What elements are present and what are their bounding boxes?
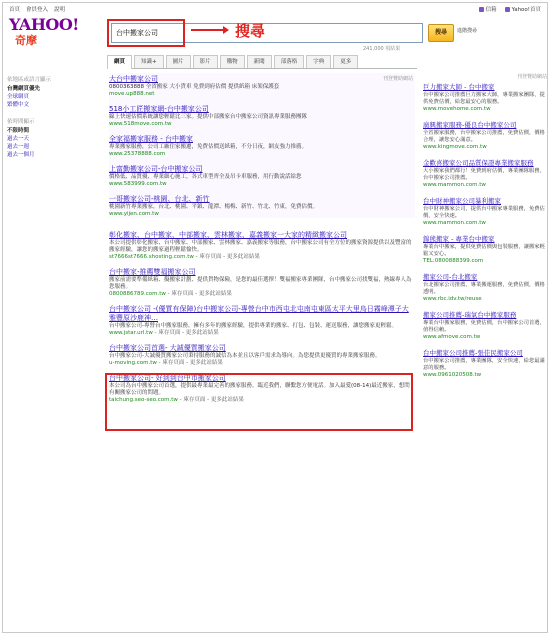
sidebar-item-traditional[interactable]: 繁體中文: [7, 102, 30, 108]
ad-url[interactable]: www.kingmove.com.tw: [423, 144, 487, 150]
ad-item: [423, 197, 547, 227]
result-url[interactable]: 0800886789.com.tw: [109, 291, 166, 297]
ad-description: 全省搬家服務，台中搬家公司推薦，免費估價，價格合理，讓您安心滿意。: [423, 130, 545, 143]
tab-dictionary[interactable]: 字典: [306, 55, 331, 68]
ad-item: [423, 273, 547, 303]
ad-title-link[interactable]: 廣興搬家服務-優良台中搬家公司: [423, 121, 517, 129]
ad-title-link[interactable]: 搬家公司-台北搬家: [423, 273, 478, 281]
ad-description: 台中搬家公司推薦，專業團隊，安全快速，給您最滿意的服務。: [423, 358, 545, 371]
sidebar-gap: [7, 109, 99, 117]
result-title-link[interactable]: 台中搬家公司首選- 大誠優質搬家公司: [109, 344, 226, 352]
ad-description: 台中搬家公司推薦巨力搬家大師，專業搬家團隊，提供免費估價，給您最安心的服務。: [423, 92, 545, 105]
ad-url[interactable]: www.mammon.com.tw: [423, 182, 486, 188]
result-description: 本公司為台中搬家公司首選，提供最專業最完善的搬家服務。臨近我們，聯繫您方便電話。加入最愛(08-14)最近搬家，想問有關搬家公司的問題。: [109, 383, 410, 396]
yahoo-home-label: Yahoo!首頁: [511, 7, 541, 13]
result-cache-links[interactable]: 庫存頁面 - 更多此站結果: [158, 330, 219, 336]
tab-web[interactable]: 網頁: [107, 55, 132, 69]
vertical-tabs: [107, 55, 417, 69]
browser-frame: [2, 2, 548, 633]
ad-item: [423, 349, 547, 379]
annotation-search-label: 搜尋: [235, 22, 266, 40]
yahoo-home-link[interactable]: [505, 5, 541, 13]
sponsored-result: [109, 75, 415, 98]
util-login-link[interactable]: 會員登入: [26, 7, 49, 13]
result-count: 241,000 項結果: [363, 46, 401, 52]
result-title-link[interactable]: 彰化搬家、台中搬家、中部搬家、雲林搬家、嘉義搬家一大家的精緻搬家公司: [109, 231, 347, 239]
result-title-link[interactable]: 一哥搬家公司-桃園、台北、新竹: [109, 195, 210, 203]
result-description: 搬家前需要準備紙箱、擬搬家計劃、提供貨物保險，是您的最佳選擇！雙福搬家專業團隊，台中搬家公司找雙福，熱線專人為您服務。: [109, 277, 412, 290]
ad-title-link[interactable]: 台中財神搬家公司暴利搬家: [423, 197, 501, 205]
result-url-line: taichung.seo-seo.com.tw - 庫存頁面 - 更多此站結果: [109, 397, 244, 403]
result-url-line: u-moving.com.tw - 庫存頁面 - 更多此站結果: [109, 360, 223, 366]
result-cache-links[interactable]: 庫存頁面 - 更多此站結果: [199, 254, 260, 260]
ad-item: [423, 83, 547, 113]
tab-blog[interactable]: 部落格: [274, 55, 305, 68]
search-button[interactable]: 搜尋: [428, 24, 454, 42]
ad-item: [423, 159, 547, 189]
sidebar-item-taiwan[interactable]: 台灣網頁優先: [7, 86, 41, 92]
result-title-link[interactable]: 全家福搬家服務 - 台中搬家: [109, 135, 193, 143]
logo-yahoo-text: YAHOO!: [9, 15, 79, 34]
result-title-link[interactable]: 台中搬家-推薦雙福搬家公司: [109, 268, 196, 276]
sidebar-item-past-week[interactable]: 過去一週: [7, 144, 30, 150]
mail-icon: [479, 7, 484, 12]
right-ads: [423, 73, 547, 387]
sponsored-result: [109, 105, 415, 128]
result-title-link[interactable]: 台中搬家公司 -(優質有保障)台中搬家公司-專營台中市西屯北屯南屯東區太平大里烏日霧峰潭子大雅豐原沙鹿神…: [109, 305, 409, 322]
ad-title-link[interactable]: 台中搬家公司推薦-張佳民搬家公司: [423, 349, 523, 357]
ad-title-link[interactable]: 搬家公司推薦-瑞氣台中搬家服務: [423, 311, 517, 319]
result-url[interactable]: u-moving.com.tw: [109, 360, 157, 366]
result-cache-links[interactable]: 庫存頁面 - 更多此站結果: [162, 360, 223, 366]
tab-news[interactable]: 新聞: [247, 55, 272, 68]
utility-links: [9, 5, 65, 13]
yahoo-icon: [505, 7, 510, 12]
result-url[interactable]: taichung.seo-seo.com.tw: [109, 397, 178, 403]
result-description: 專業搬家服務，公司工廠住家搬遷，免費估價送紙箱，不分日夜，網友強力推薦。: [109, 144, 308, 150]
ad-item: [423, 311, 547, 341]
utility-bar: [3, 3, 547, 15]
sponsored-result: [109, 165, 415, 188]
annotation-search-highlight: [107, 19, 185, 47]
result-url[interactable]: st7666st7666.shosting.com.tw: [109, 254, 194, 260]
result-url[interactable]: www.25378888.com: [109, 151, 166, 157]
result-url[interactable]: www.583999.com.tw: [109, 181, 167, 187]
sponsored-result: [109, 135, 415, 158]
result-url-line: st7666st7666.shosting.com.tw - 庫存頁面 - 更多此站結果: [109, 254, 260, 260]
ad-url[interactable]: TEL:0800888399.com: [423, 258, 484, 264]
sidebar-item-global[interactable]: 全球網頁: [7, 94, 30, 100]
tab-knowledge[interactable]: 知識+: [134, 55, 164, 68]
organic-result: [109, 344, 415, 367]
results-main: [109, 73, 415, 411]
result-url-line: www.jstar.url.tw - 庫存頁面 - 更多此站結果: [109, 330, 219, 336]
mail-link[interactable]: [479, 5, 497, 13]
result-description: 0800363888 全省搬家 大小貨車 免費到府估價 提供紙箱 床架保護套: [109, 84, 280, 90]
result-url[interactable]: www.yijen.com.tw: [109, 211, 159, 217]
sidebar-time-heading: 依時間顯示: [7, 119, 35, 125]
ad-url[interactable]: www.0961020508.tw: [423, 372, 482, 378]
ad-title-link[interactable]: 錦熊搬家 - 專業台中搬家: [423, 235, 495, 243]
sponsored-result: [109, 195, 415, 218]
mail-label: 信箱: [485, 7, 497, 13]
ad-url[interactable]: www.movehome.com.tw: [423, 106, 491, 112]
sidebar-region-heading: 依地區或語言顯示: [7, 77, 52, 83]
ad-item: [423, 121, 547, 151]
ad-title-link[interactable]: 巨力搬家大師 - 台中搬家: [423, 83, 495, 91]
left-sidebar: [7, 75, 99, 159]
right-sponsor-note: 刊登贊助網站: [516, 74, 547, 80]
result-description: 本公司提供彰化搬家、台中搬家、中部搬家、雲林搬家、嘉義搬家等服務，台中搬家公司有全方位的搬家資源提供以及豐富的搬家經驗，讓您的搬家過程輕鬆愉快。: [109, 240, 412, 253]
result-description: 線上快速估價系統讓您輕鬆比三家。提供中部搬家台中搬家公司資訊專業服務團隊: [109, 114, 308, 120]
tab-video[interactable]: 影片: [193, 55, 218, 68]
ad-description: 專業台中搬家服務，免費估價，台中搬家公司首選，值得信賴。: [423, 320, 545, 333]
result-description: 台中搬家公司-大誠優質搬家公司秉持服務的誠信為本並且以客戶需求為導向。為您提供更優質的專業搬家服務。: [109, 353, 381, 359]
result-url[interactable]: www.518move.com.tw: [109, 121, 172, 127]
util-home-link[interactable]: 首頁: [9, 7, 21, 13]
sidebar-item-past-month[interactable]: 過去一個月: [7, 152, 35, 158]
organic-result: [109, 231, 415, 261]
yahoo-logo[interactable]: [9, 15, 79, 53]
annotation-result-highlight: [105, 373, 413, 431]
ad-item: [423, 235, 547, 265]
ad-description: 台北搬家公司推薦，專業搬運服務，免費估價，價格透明。: [423, 282, 545, 295]
sponsored-results: [109, 73, 415, 218]
result-url[interactable]: move.up888.net: [109, 91, 155, 97]
organic-result: [109, 305, 415, 337]
tab-images[interactable]: 圖片: [166, 55, 191, 68]
ad-description: 大小搬家我們都行！免費到府估價，專業團隊服務，台中搬家公司推薦。: [423, 168, 545, 181]
result-title-link[interactable]: 518小工匠搬家網-台中搬家公司: [109, 105, 209, 113]
organic-result: [109, 268, 415, 298]
annotation-arrow: [191, 29, 225, 31]
sponsor-note: 刊登贊助網站: [382, 76, 413, 82]
sidebar-item-anytime[interactable]: 不限時間: [7, 128, 30, 134]
result-description: 價格低、品質優、專業細心施工，各式車型齊全及吊卡車服務，用行動說話給您: [109, 174, 302, 180]
util-help-link[interactable]: 說明: [54, 7, 66, 13]
ad-url[interactable]: www.rbc.idv.tw/reuse: [423, 296, 482, 302]
result-title-link[interactable]: 台中搬家公司- 好到到台中市搬家公司: [109, 374, 226, 382]
result-description: 台中搬家公司-專營台中搬家服務，擁有多年的搬家經驗，提供專業的搬家、打包、包裝、運送服務，讓您搬家更輕鬆。: [109, 323, 397, 329]
tab-more[interactable]: 更多: [333, 55, 358, 68]
sidebar-item-past-day[interactable]: 過去一天: [7, 136, 30, 142]
result-title-link[interactable]: 大台中搬家公司: [109, 75, 158, 83]
utility-right: [479, 5, 541, 13]
logo-qimo-text: 奇摩: [15, 34, 37, 47]
ad-title-link[interactable]: 金歡喜搬家公司品質保證專業搬家服務: [423, 159, 534, 167]
tab-shopping[interactable]: 購物: [220, 55, 245, 68]
ad-url[interactable]: www.afmove.com.tw: [423, 334, 481, 340]
ad-url[interactable]: www.mammon.com.tw: [423, 220, 486, 226]
advanced-search-link[interactable]: 進階搜尋: [457, 28, 478, 34]
ad-description: 專業台中搬家，提供免費估價與包裝服務，讓搬家輕鬆又安心。: [423, 244, 545, 257]
result-cache-links[interactable]: 庫存頁面 - 更多此站結果: [183, 397, 244, 403]
result-title-link[interactable]: 上富勤搬家公司-台中搬家公司: [109, 165, 203, 173]
ad-description: 台中財神搬家公司，提供台中搬家專業服務，免費估價，安全快速。: [423, 206, 545, 219]
result-description: 桃園新竹專業搬家，台北、桃園、平鎮、龍潭、楊梅、新竹、竹北、竹東，免費估價。: [109, 204, 319, 210]
result-cache-links[interactable]: 庫存頁面 - 更多此站結果: [171, 291, 232, 297]
result-url[interactable]: www.jstar.url.tw: [109, 330, 153, 336]
result-url-line: 0800886789.com.tw - 庫存頁面 - 更多此站結果: [109, 291, 232, 297]
